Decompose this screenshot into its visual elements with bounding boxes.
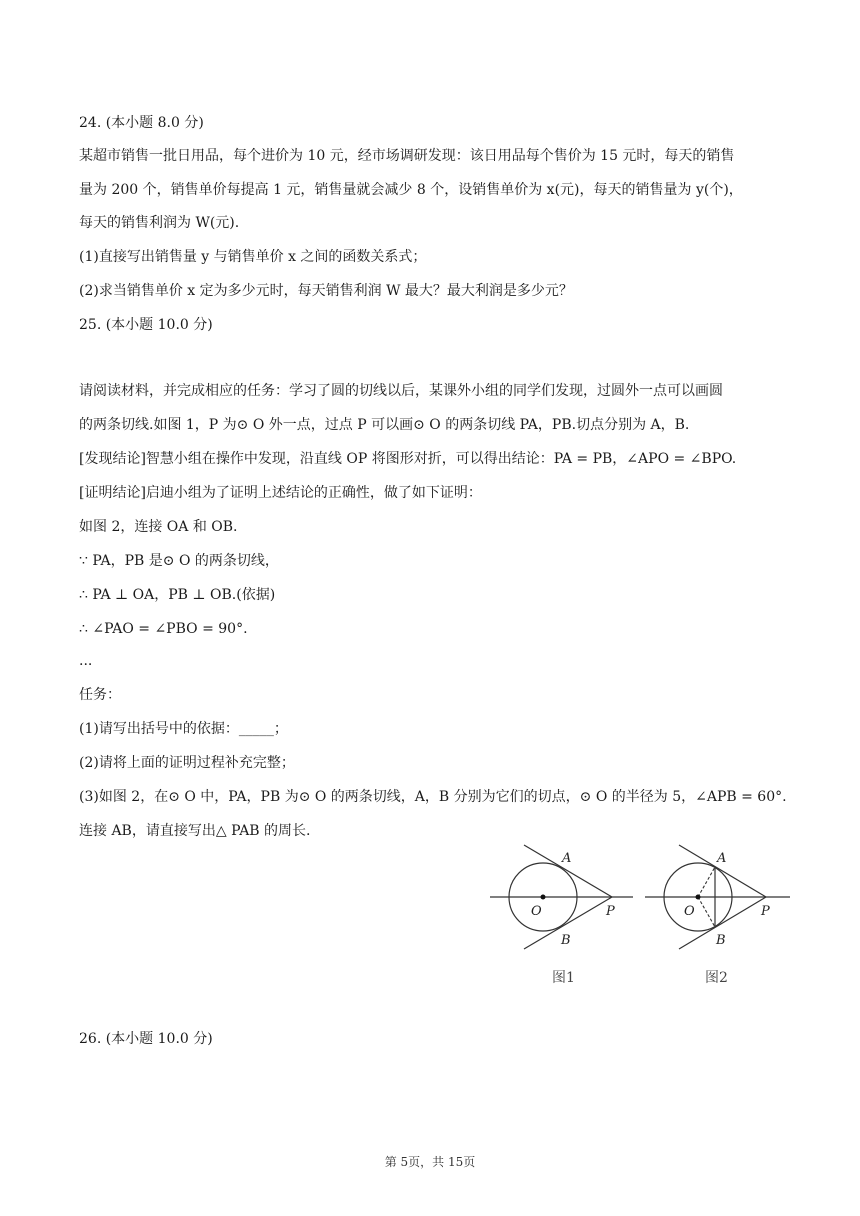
q24-part-2: (2)求当销售单价 x 定为多少元时，每天销售利润 W 最大？最大利润是多少元？ bbox=[79, 283, 573, 299]
q25-task-3: (3)如图 2，在⊙ O 中，PA，PB 为⊙ O 的两条切线，A，B 分别为它们的切点，⊙ O 的半径为 5，∠APB = 60°. bbox=[79, 789, 787, 805]
fig2-caption: 图2 bbox=[705, 970, 728, 986]
fig2-radius-oa bbox=[698, 867, 715, 897]
q25-proof-ellipsis: ... bbox=[79, 653, 93, 669]
fig1-label-b: B bbox=[561, 933, 571, 948]
q25-header: 25. (本小题 10.0 分) bbox=[79, 317, 213, 333]
q25-proof-step-3: ∴ PA ⊥ OA，PB ⊥ OB.(依据) bbox=[79, 587, 276, 603]
q25-figures bbox=[486, 840, 796, 990]
page-footer: 第 5页，共 15页 bbox=[384, 1155, 476, 1169]
q25-intro-line-1: 请阅读材料，并完成相应的任务：学习了圆的切线以后，某课外小组的同学们发现，过圆外一点可以画圆 bbox=[79, 383, 723, 399]
fig2-label-p: P bbox=[761, 904, 770, 919]
q25-intro-line-2: 的两条切线.如图 1，P 为⊙ O 外一点，过点 P 可以画⊙ O 的两条切线 PA，PB.切点分别为 A，B. bbox=[79, 417, 690, 433]
figure-1 bbox=[490, 845, 633, 986]
q25-prove: [证明结论]启迪小组为了证明上述结论的正确性，做了如下证明： bbox=[79, 485, 482, 501]
q24-stem-line-1: 某超市销售一批日用品，每个进价为 10 元，经市场调研发现：该日用品每个售价为 15 元时，每天的销售 bbox=[79, 148, 735, 164]
fig2-radius-ob bbox=[698, 897, 715, 927]
fig2-label-b: B bbox=[716, 933, 726, 948]
q25-discover: [发现结论]智慧小组在操作中发现，沿直线 OP 将图形对折，可以得出结论：PA = PB，∠APO = ∠BPO. bbox=[79, 451, 737, 467]
q24-stem-line-2: 量为 200 个，销售单价每提高 1 元，销售量就会减少 8 个，设销售单价为 x(元)，每天的销售量为 y(个)， bbox=[79, 182, 743, 198]
q24-part-1: (1)直接写出销售量 y 与销售单价 x 之间的函数关系式； bbox=[79, 249, 427, 265]
fig1-label-a: A bbox=[562, 851, 572, 866]
q24-stem-line-3: 每天的销售利润为 W(元). bbox=[79, 215, 240, 231]
q25-task-1: (1)请写出括号中的依据：_____； bbox=[79, 721, 288, 737]
fig1-caption: 图1 bbox=[552, 970, 575, 986]
q25-task-2: (2)请将上面的证明过程补充完整； bbox=[79, 755, 295, 771]
q25-task-label: 任务： bbox=[79, 687, 121, 703]
fig2-label-a: A bbox=[717, 851, 727, 866]
figure-2 bbox=[645, 845, 790, 986]
fig1-center-dot bbox=[541, 895, 546, 900]
fig1-label-o: O bbox=[531, 904, 542, 919]
fig2-label-o: O bbox=[684, 904, 695, 919]
tangent-figures-svg bbox=[486, 840, 796, 990]
fig1-label-p: P bbox=[606, 904, 615, 919]
q24-header: 24. (本小题 8.0 分) bbox=[79, 115, 204, 131]
q25-proof-step-4: ∴ ∠PAO = ∠PBO = 90°. bbox=[79, 621, 248, 637]
q25-proof-step-1: 如图 2，连接 OA 和 OB. bbox=[79, 519, 238, 535]
q26-header: 26. (本小题 10.0 分) bbox=[79, 1031, 213, 1047]
q25-proof-step-2: ∵ PA，PB 是⊙ O 的两条切线， bbox=[79, 553, 279, 569]
q25-task-3-cont: 连接 AB，请直接写出△ PAB 的周长. bbox=[79, 823, 311, 839]
fig2-center-dot bbox=[696, 895, 701, 900]
